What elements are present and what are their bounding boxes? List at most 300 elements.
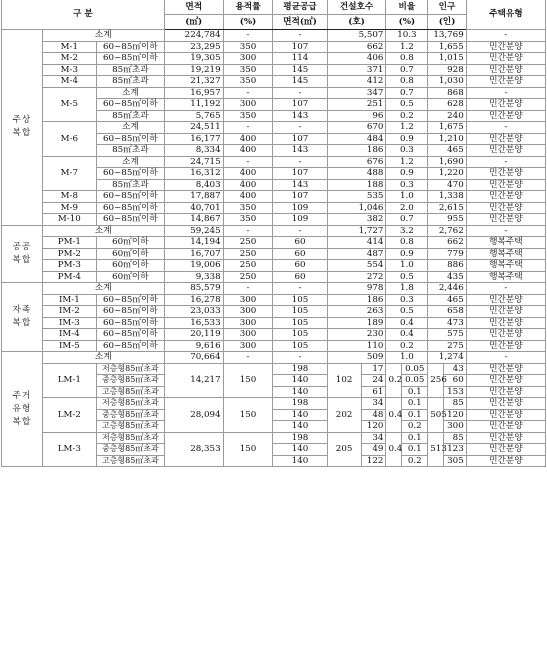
table-row — [2, 340, 546, 352]
supply-cell: 114 — [273, 53, 327, 65]
households-cell: 61 — [361, 386, 386, 398]
housing-type-cell: 민간분양 — [466, 76, 545, 88]
supply-cell: 107 — [273, 41, 327, 53]
households-cell: 186 — [327, 145, 386, 157]
households-cell: 186 — [327, 294, 386, 306]
subtotal-label: 소계 — [42, 225, 164, 237]
housing-type-cell: 민간분양 — [466, 432, 545, 444]
far-cell: 300 — [223, 99, 273, 111]
subtotal-row — [2, 352, 546, 364]
ratio-cell: 0.4 — [386, 329, 428, 341]
header-area: 면적 — [164, 0, 223, 15]
supply-cell: 143 — [273, 179, 327, 191]
ratio-cell: 0.9 — [386, 248, 428, 260]
population-cell: 85 — [444, 398, 467, 410]
area-cell: 16,707 — [164, 248, 223, 260]
size-class: 고층형85㎡초과 — [96, 455, 164, 467]
supply-cell: 109 — [273, 202, 327, 214]
size-class: 60~85㎡이하 — [96, 133, 164, 145]
far-cell: 400 — [223, 133, 273, 145]
table-row — [2, 64, 546, 76]
far-cell: 300 — [223, 294, 273, 306]
ratio-cell: 1.0 — [386, 352, 428, 364]
population-cell: 1,690 — [428, 156, 466, 168]
table-row — [2, 398, 546, 410]
ratio-cell: 0.3 — [386, 294, 428, 306]
size-class: 85㎡초과 — [96, 64, 164, 76]
population-cell: 1,274 — [428, 352, 466, 364]
population-cell: 2,446 — [428, 283, 466, 295]
housing-type-cell: 민간분양 — [466, 99, 545, 111]
far-cell: 250 — [223, 271, 273, 283]
block-code: IM-3 — [42, 317, 96, 329]
housing-type-cell: - — [466, 122, 545, 134]
far-cell: - — [223, 87, 273, 99]
population-cell: 465 — [428, 294, 466, 306]
ratio-cell: 0.8 — [386, 237, 428, 249]
ratio-cell: 0.3 — [386, 179, 428, 191]
supply-cell: 145 — [273, 76, 327, 88]
households-cell: 414 — [327, 237, 386, 249]
area-cell: 20,119 — [164, 329, 223, 341]
table-row — [2, 191, 546, 203]
block-code: M-2 — [42, 53, 96, 65]
population-cell: 60 — [444, 375, 467, 387]
ratio-cell: 0.1 — [402, 386, 428, 398]
ratio-cell: 0.1 — [402, 444, 428, 456]
housing-type-cell: 민간분양 — [466, 202, 545, 214]
supply-cell: 107 — [273, 99, 327, 111]
far-cell: - — [223, 122, 273, 134]
population-cell: 1,220 — [428, 168, 466, 180]
ratio-cell: 0.7 — [386, 214, 428, 226]
far-cell: 150 — [223, 432, 273, 467]
housing-type-cell: - — [466, 283, 545, 295]
supply-cell: 198 — [273, 398, 327, 410]
supply-cell: 109 — [273, 214, 327, 226]
area-cell: 8,334 — [164, 145, 223, 157]
table-row — [2, 329, 546, 341]
housing-type-cell: 민간분양 — [466, 145, 545, 157]
area-cell: 40,701 — [164, 202, 223, 214]
housing-type-cell: 민간분양 — [466, 363, 545, 375]
header-avg-supply: 평균공급 — [273, 0, 327, 15]
population-cell: 43 — [444, 363, 467, 375]
households-cell: 17 — [361, 363, 386, 375]
block-code: M-4 — [42, 76, 96, 88]
ratio-cell: 0.1 — [402, 409, 428, 421]
header-avg-supply-unit: 면적(㎡) — [273, 15, 327, 30]
ratio-cell: 1.2 — [386, 156, 428, 168]
population-cell: 2,762 — [428, 225, 466, 237]
block-code: LM-1 — [42, 363, 96, 398]
population-cell: 928 — [428, 64, 466, 76]
ratio-cell: 10.3 — [386, 30, 428, 42]
block-code: IM-2 — [42, 306, 96, 318]
households-cell: 371 — [327, 64, 386, 76]
size-class: 85㎡초과 — [96, 110, 164, 122]
population-total-cell: 505 — [428, 398, 444, 433]
header-population: 인구 — [428, 0, 466, 15]
housing-type-cell: 민간분양 — [466, 398, 545, 410]
area-cell: 9,616 — [164, 340, 223, 352]
population-cell: 868 — [428, 87, 466, 99]
area-cell: 24,715 — [164, 156, 223, 168]
area-cell: 70,664 — [164, 352, 223, 364]
housing-supply-table — [1, 0, 546, 467]
households-cell: 189 — [327, 317, 386, 329]
population-cell: 305 — [444, 455, 467, 467]
area-cell: 16,533 — [164, 317, 223, 329]
supply-cell: 140 — [273, 386, 327, 398]
far-cell: 300 — [223, 340, 273, 352]
header-households-unit: (호) — [327, 15, 386, 30]
supply-cell: 140 — [273, 409, 327, 421]
households-total-cell: 102 — [327, 363, 361, 398]
block-code: IM-1 — [42, 294, 96, 306]
ratio-cell: 0.9 — [386, 168, 428, 180]
households-cell: 120 — [361, 421, 386, 433]
population-cell: 575 — [428, 329, 466, 341]
ratio-cell: 0.8 — [386, 53, 428, 65]
supply-cell: 105 — [273, 317, 327, 329]
size-class: 60㎡이하 — [96, 260, 164, 272]
area-cell: 16,278 — [164, 294, 223, 306]
block-code: LM-3 — [42, 432, 96, 467]
block-code: M-9 — [42, 202, 96, 214]
supply-cell: 105 — [273, 340, 327, 352]
block-code: PM-4 — [42, 271, 96, 283]
table-row — [2, 306, 546, 318]
subtotal-label: 소계 — [42, 283, 164, 295]
households-cell: 1,046 — [327, 202, 386, 214]
supply-cell: 107 — [273, 168, 327, 180]
group-label: 주상 복합 — [2, 30, 43, 226]
size-class: 60㎡이하 — [96, 271, 164, 283]
households-cell: 122 — [361, 455, 386, 467]
table-row — [2, 214, 546, 226]
population-cell: 1,675 — [428, 122, 466, 134]
far-cell: 350 — [223, 110, 273, 122]
area-cell: 23,295 — [164, 41, 223, 53]
housing-type-cell: 민간분양 — [466, 110, 545, 122]
housing-type-cell: 민간분양 — [466, 421, 545, 433]
size-class: 중층형85㎡초과 — [96, 375, 164, 387]
far-cell: 400 — [223, 191, 273, 203]
housing-type-cell: 민간분양 — [466, 409, 545, 421]
housing-type-cell: 행복주택 — [466, 260, 545, 272]
block-code: IM-5 — [42, 340, 96, 352]
size-class: 저층형85㎡초과 — [96, 432, 164, 444]
households-cell: 1,727 — [327, 225, 386, 237]
size-class: 고층형85㎡초과 — [96, 386, 164, 398]
size-class: 60~85㎡이하 — [96, 202, 164, 214]
subtotal-label: 소계 — [42, 352, 164, 364]
households-cell: 230 — [327, 329, 386, 341]
group-label: 주거 유형 복합 — [2, 352, 43, 467]
table-row — [2, 156, 546, 168]
households-cell: 412 — [327, 76, 386, 88]
ratio-total-cell: 0.2 — [386, 363, 402, 398]
size-class: 60~85㎡이하 — [96, 99, 164, 111]
households-cell: 488 — [327, 168, 386, 180]
supply-cell: 143 — [273, 145, 327, 157]
table-row — [2, 122, 546, 134]
size-class: 60~85㎡이하 — [96, 41, 164, 53]
header-far-unit: (%) — [223, 15, 273, 30]
housing-type-cell: 민간분양 — [466, 317, 545, 329]
area-cell: 8,403 — [164, 179, 223, 191]
population-cell: 85 — [444, 432, 467, 444]
population-cell: 886 — [428, 260, 466, 272]
size-class: 중층형85㎡초과 — [96, 409, 164, 421]
block-code: M-10 — [42, 214, 96, 226]
households-cell: 5,507 — [327, 30, 386, 42]
ratio-cell: 2.0 — [386, 202, 428, 214]
group-label: 공공 복합 — [2, 225, 43, 283]
ratio-cell: 1.2 — [386, 41, 428, 53]
households-cell: 676 — [327, 156, 386, 168]
population-cell: 13,769 — [428, 30, 466, 42]
ratio-cell: 0.1 — [402, 432, 428, 444]
header-row-1 — [2, 0, 546, 15]
far-cell: 300 — [223, 329, 273, 341]
housing-type-cell: - — [466, 225, 545, 237]
housing-type-cell: 민간분양 — [466, 329, 545, 341]
size-class: 85㎡초과 — [96, 179, 164, 191]
households-cell: 188 — [327, 179, 386, 191]
households-cell: 382 — [327, 214, 386, 226]
area-cell: 85,579 — [164, 283, 223, 295]
population-cell: 2,615 — [428, 202, 466, 214]
supply-cell: 105 — [273, 329, 327, 341]
housing-type-cell: - — [466, 30, 545, 42]
housing-type-cell: 민간분양 — [466, 53, 545, 65]
far-cell: 400 — [223, 168, 273, 180]
header-area-unit: (㎡) — [164, 15, 223, 30]
area-cell: 224,784 — [164, 30, 223, 42]
households-cell: 670 — [327, 122, 386, 134]
households-cell: 263 — [327, 306, 386, 318]
housing-type-cell: 민간분양 — [466, 133, 545, 145]
households-cell: 110 — [327, 340, 386, 352]
far-cell: 350 — [223, 41, 273, 53]
header-population-unit: (인) — [428, 15, 466, 30]
size-class: 60~85㎡이하 — [96, 191, 164, 203]
subtotal-row — [2, 283, 546, 295]
ratio-cell: 0.2 — [402, 421, 428, 433]
housing-type-cell: 민간분양 — [466, 179, 545, 191]
ratio-cell: 0.9 — [386, 133, 428, 145]
housing-type-cell: 민간분양 — [466, 444, 545, 456]
size-class: 60~85㎡이하 — [96, 306, 164, 318]
header-households: 건설호수 — [327, 0, 386, 15]
size-class: 85㎡초과 — [96, 76, 164, 88]
ratio-cell: 0.5 — [386, 306, 428, 318]
far-cell: - — [223, 283, 273, 295]
area-cell: 14,194 — [164, 237, 223, 249]
population-cell: 465 — [428, 145, 466, 157]
area-cell: 24,511 — [164, 122, 223, 134]
table-row — [2, 271, 546, 283]
size-class: 고층형85㎡초과 — [96, 421, 164, 433]
supply-cell: - — [273, 225, 327, 237]
population-cell: 473 — [428, 317, 466, 329]
table-row — [2, 202, 546, 214]
area-cell: 14,217 — [164, 363, 223, 398]
households-cell: 978 — [327, 283, 386, 295]
supply-cell: 105 — [273, 294, 327, 306]
block-code: M-1 — [42, 41, 96, 53]
table-body — [2, 30, 546, 467]
households-cell: 96 — [327, 110, 386, 122]
housing-type-cell: 행복주택 — [466, 271, 545, 283]
population-cell: 955 — [428, 214, 466, 226]
households-cell: 251 — [327, 99, 386, 111]
population-total-cell: 256 — [428, 363, 444, 398]
area-cell: 28,353 — [164, 432, 223, 467]
supply-cell: 143 — [273, 110, 327, 122]
table-row — [2, 432, 546, 444]
population-cell: 153 — [444, 386, 467, 398]
housing-type-cell: 민간분양 — [466, 168, 545, 180]
supply-cell: 140 — [273, 421, 327, 433]
ratio-cell: 1.2 — [386, 122, 428, 134]
supply-cell: 60 — [273, 271, 327, 283]
supply-cell: 145 — [273, 64, 327, 76]
size-class: 60~85㎡이하 — [96, 317, 164, 329]
block-code: M-6 — [42, 122, 96, 157]
population-cell: 779 — [428, 248, 466, 260]
housing-type-cell: 민간분양 — [466, 375, 545, 387]
ratio-cell: 0.5 — [386, 99, 428, 111]
far-cell: 250 — [223, 237, 273, 249]
area-cell: 16,957 — [164, 87, 223, 99]
supply-cell: - — [273, 156, 327, 168]
far-cell: - — [223, 225, 273, 237]
supply-cell: 107 — [273, 133, 327, 145]
area-cell: 23,033 — [164, 306, 223, 318]
ratio-cell: 1.0 — [386, 191, 428, 203]
size-class: 60~85㎡이하 — [96, 168, 164, 180]
subtotal-label: 소계 — [96, 156, 164, 168]
households-cell: 49 — [361, 444, 386, 456]
population-cell: 1,030 — [428, 76, 466, 88]
header-ratio: 비율 — [386, 0, 428, 15]
size-class: 저층형85㎡초과 — [96, 398, 164, 410]
far-cell: 350 — [223, 64, 273, 76]
far-cell: 350 — [223, 76, 273, 88]
far-cell: 150 — [223, 363, 273, 398]
block-code: IM-4 — [42, 329, 96, 341]
area-cell: 16,312 — [164, 168, 223, 180]
households-cell: 272 — [327, 271, 386, 283]
size-class: 60~85㎡이하 — [96, 340, 164, 352]
supply-cell: 60 — [273, 237, 327, 249]
size-class: 60~85㎡이하 — [96, 214, 164, 226]
table-row — [2, 317, 546, 329]
block-code: LM-2 — [42, 398, 96, 433]
block-code: M-7 — [42, 156, 96, 191]
housing-type-cell: 민간분양 — [466, 340, 545, 352]
size-class: 60~85㎡이하 — [96, 329, 164, 341]
size-class: 60㎡이하 — [96, 248, 164, 260]
ratio-cell: 0.2 — [386, 110, 428, 122]
area-cell: 14,867 — [164, 214, 223, 226]
far-cell: 250 — [223, 260, 273, 272]
table-row — [2, 76, 546, 88]
housing-type-cell: - — [466, 156, 545, 168]
housing-type-cell: 민간분양 — [466, 41, 545, 53]
ratio-total-cell: 0.4 — [386, 432, 402, 467]
ratio-cell: 0.5 — [386, 271, 428, 283]
far-cell: 300 — [223, 53, 273, 65]
supply-cell: 107 — [273, 191, 327, 203]
supply-cell: 140 — [273, 455, 327, 467]
housing-type-cell: - — [466, 87, 545, 99]
ratio-cell: 3.2 — [386, 225, 428, 237]
header-housing-type: 주택유형 — [466, 0, 545, 30]
housing-type-cell: 민간분양 — [466, 64, 545, 76]
size-class: 60~85㎡이하 — [96, 294, 164, 306]
area-cell: 59,245 — [164, 225, 223, 237]
supply-cell: - — [273, 87, 327, 99]
households-cell: 662 — [327, 41, 386, 53]
supply-cell: 140 — [273, 444, 327, 456]
population-cell: 435 — [428, 271, 466, 283]
households-cell: 509 — [327, 352, 386, 364]
population-cell: 658 — [428, 306, 466, 318]
far-cell: - — [223, 30, 273, 42]
supply-cell: - — [273, 30, 327, 42]
block-code: M-8 — [42, 191, 96, 203]
households-cell: 347 — [327, 87, 386, 99]
subtotal-label: 소계 — [42, 30, 164, 42]
far-cell: 350 — [223, 202, 273, 214]
population-total-cell: 513 — [428, 432, 444, 467]
population-cell: 123 — [444, 444, 467, 456]
far-cell: - — [223, 156, 273, 168]
header-far: 용적률 — [223, 0, 273, 15]
subtotal-label: 소계 — [96, 122, 164, 134]
far-cell: 300 — [223, 306, 273, 318]
far-cell: 250 — [223, 248, 273, 260]
size-class: 중층형85㎡초과 — [96, 444, 164, 456]
area-cell: 28,094 — [164, 398, 223, 433]
ratio-cell: 0.8 — [386, 76, 428, 88]
supply-cell: 198 — [273, 363, 327, 375]
households-cell: 535 — [327, 191, 386, 203]
block-code: PM-1 — [42, 237, 96, 249]
size-class: 저층형85㎡초과 — [96, 363, 164, 375]
table-row — [2, 260, 546, 272]
supply-cell: 198 — [273, 432, 327, 444]
area-cell: 11,192 — [164, 99, 223, 111]
area-cell: 19,219 — [164, 64, 223, 76]
ratio-cell: 0.4 — [386, 317, 428, 329]
housing-type-cell: 민간분양 — [466, 306, 545, 318]
housing-type-cell: 민간분양 — [466, 294, 545, 306]
supply-cell: - — [273, 122, 327, 134]
header-ratio-unit: (%) — [386, 15, 428, 30]
area-cell: 19,305 — [164, 53, 223, 65]
ratio-cell: 1.0 — [386, 260, 428, 272]
households-cell: 48 — [361, 409, 386, 421]
population-cell: 120 — [444, 409, 467, 421]
far-cell: 400 — [223, 179, 273, 191]
households-cell: 406 — [327, 53, 386, 65]
area-cell: 21,327 — [164, 76, 223, 88]
